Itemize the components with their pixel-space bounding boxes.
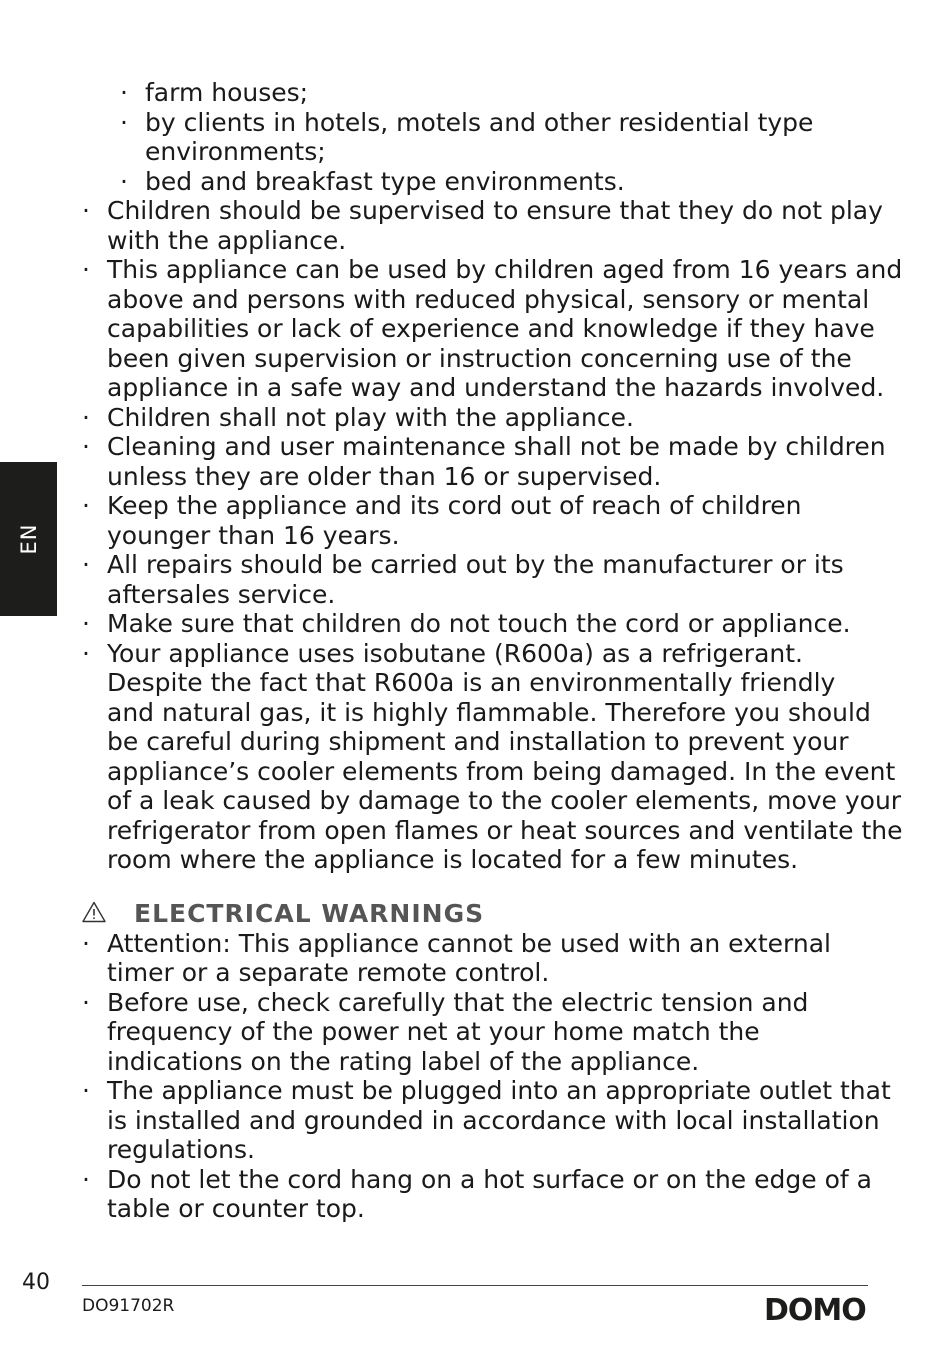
bullet-dot: · xyxy=(82,609,90,638)
list-item-line: The appliance must be plugged into an appropriate outlet that xyxy=(107,1076,891,1105)
list-item xyxy=(82,929,882,988)
list-item xyxy=(82,550,882,609)
list-item-line: Cleaning and user maintenance shall not be made by children xyxy=(107,432,886,461)
heading-text: ELECTRICAL WARNINGS xyxy=(134,898,485,928)
bullet-dot: · xyxy=(82,402,90,432)
list-item-line: appliance’s cooler elements from being damaged. In the event xyxy=(107,756,896,786)
list-item xyxy=(120,78,882,108)
list-item xyxy=(82,1165,882,1224)
bullet-dot: · xyxy=(82,987,90,1017)
list-item xyxy=(120,167,882,197)
list-item-line: above and persons with reduced physical, sensory or mental xyxy=(107,284,870,314)
list-item-line: This appliance can be used by children aged from 16 years and xyxy=(107,255,903,284)
list-item-line: environments; xyxy=(145,137,326,166)
bullet-dot: · xyxy=(82,928,90,958)
list-item xyxy=(82,1076,891,1165)
list-item-line: aftersales service. xyxy=(107,579,336,609)
bullet-dot: · xyxy=(82,1076,90,1105)
list-item-line: frequency of the power net at your home match the xyxy=(107,1017,760,1046)
language-label: EN xyxy=(16,523,41,555)
list-item-line: refrigerator from open flames or heat sources and ventilate the xyxy=(107,815,903,845)
domo-logo: DOMO xyxy=(764,1293,866,1328)
safety-bullet-list xyxy=(82,196,903,875)
footer-divider xyxy=(82,1285,868,1286)
list-item xyxy=(82,638,903,875)
list-item xyxy=(82,255,903,403)
list-item-line: Your appliance uses isobutane (R600a) as a refrigerant. xyxy=(107,638,803,668)
bullet-dot: · xyxy=(120,166,128,196)
list-item-line: table or counter top. xyxy=(107,1194,365,1223)
list-item-line: Keep the appliance and its cord out of reach of children xyxy=(107,491,802,520)
list-item-line: and natural gas, it is highly flammable. Therefore you should xyxy=(107,697,871,727)
list-item-line: All repairs should be carried out by the manufacturer or its xyxy=(107,550,844,579)
page-content xyxy=(82,78,903,1224)
list-item xyxy=(82,988,882,1077)
list-item-line: Despite the fact that R600a is an environmentally friendly xyxy=(107,668,836,697)
bullet-dot: · xyxy=(120,107,128,137)
electrical-warnings-heading xyxy=(82,899,882,929)
page-number: 40 xyxy=(22,1270,50,1295)
model-code: DO91702R xyxy=(82,1296,175,1316)
bullet-dot: · xyxy=(82,255,90,284)
list-item-line: Children shall not play with the appliance. xyxy=(107,402,634,432)
language-tab xyxy=(0,462,57,616)
list-item-line: younger than 16 years. xyxy=(107,520,400,550)
sub-bullet-list xyxy=(120,78,882,196)
list-item xyxy=(120,108,882,167)
list-item-line: timer or a separate remote control. xyxy=(107,958,550,987)
list-item-line: farm houses; xyxy=(145,78,309,107)
list-item xyxy=(82,432,886,491)
bullet-dot: · xyxy=(82,1164,90,1194)
bullet-dot: · xyxy=(120,78,128,107)
list-item xyxy=(82,491,882,550)
list-item-line: with the appliance. xyxy=(107,225,347,255)
list-item-line: regulations. xyxy=(107,1135,255,1164)
list-item-line: room where the appliance is located for a few minutes. xyxy=(107,845,799,874)
bullet-dot: · xyxy=(82,550,90,579)
list-item-line: Before use, check carefully that the electric tension and xyxy=(107,987,809,1017)
list-item-line: of a leak caused by damage to the cooler elements, move your xyxy=(107,786,902,815)
list-item-line: unless they are older than 16 or supervised. xyxy=(107,461,662,491)
list-item-line: capabilities or lack of experience and knowledge if they have xyxy=(107,314,875,343)
list-item-line: appliance in a safe way and understand the hazards involved. xyxy=(107,373,885,402)
list-item-line: Children should be supervised to ensure that they do not play xyxy=(107,196,883,225)
list-item-line: Attention: This appliance cannot be used with an external xyxy=(107,928,831,958)
warning-triangle-icon xyxy=(82,901,106,923)
bullet-dot: · xyxy=(82,491,90,520)
list-item xyxy=(82,196,882,255)
bullet-dot: · xyxy=(82,432,90,461)
list-item-line: bed and breakfast type environments. xyxy=(145,166,625,196)
bullet-dot: · xyxy=(82,196,90,225)
list-item-line: indications on the rating label of the appliance. xyxy=(107,1046,700,1076)
electrical-bullet-list xyxy=(82,928,891,1224)
list-item-line: been given supervision or instruction concerning use of the xyxy=(107,343,852,373)
list-item-line: Do not let the cord hang on a hot surface or on the edge of a xyxy=(107,1164,872,1194)
list-item xyxy=(82,609,882,639)
list-item-line: be careful during shipment and installation to prevent your xyxy=(107,727,849,756)
list-item-line: Make sure that children do not touch the cord or appliance. xyxy=(107,609,851,638)
list-item-line: by clients in hotels, motels and other residential type xyxy=(145,107,814,137)
bullet-dot: · xyxy=(82,638,90,668)
list-item xyxy=(82,403,882,433)
list-item-line: is installed and grounded in accordance with local installation xyxy=(107,1105,880,1135)
